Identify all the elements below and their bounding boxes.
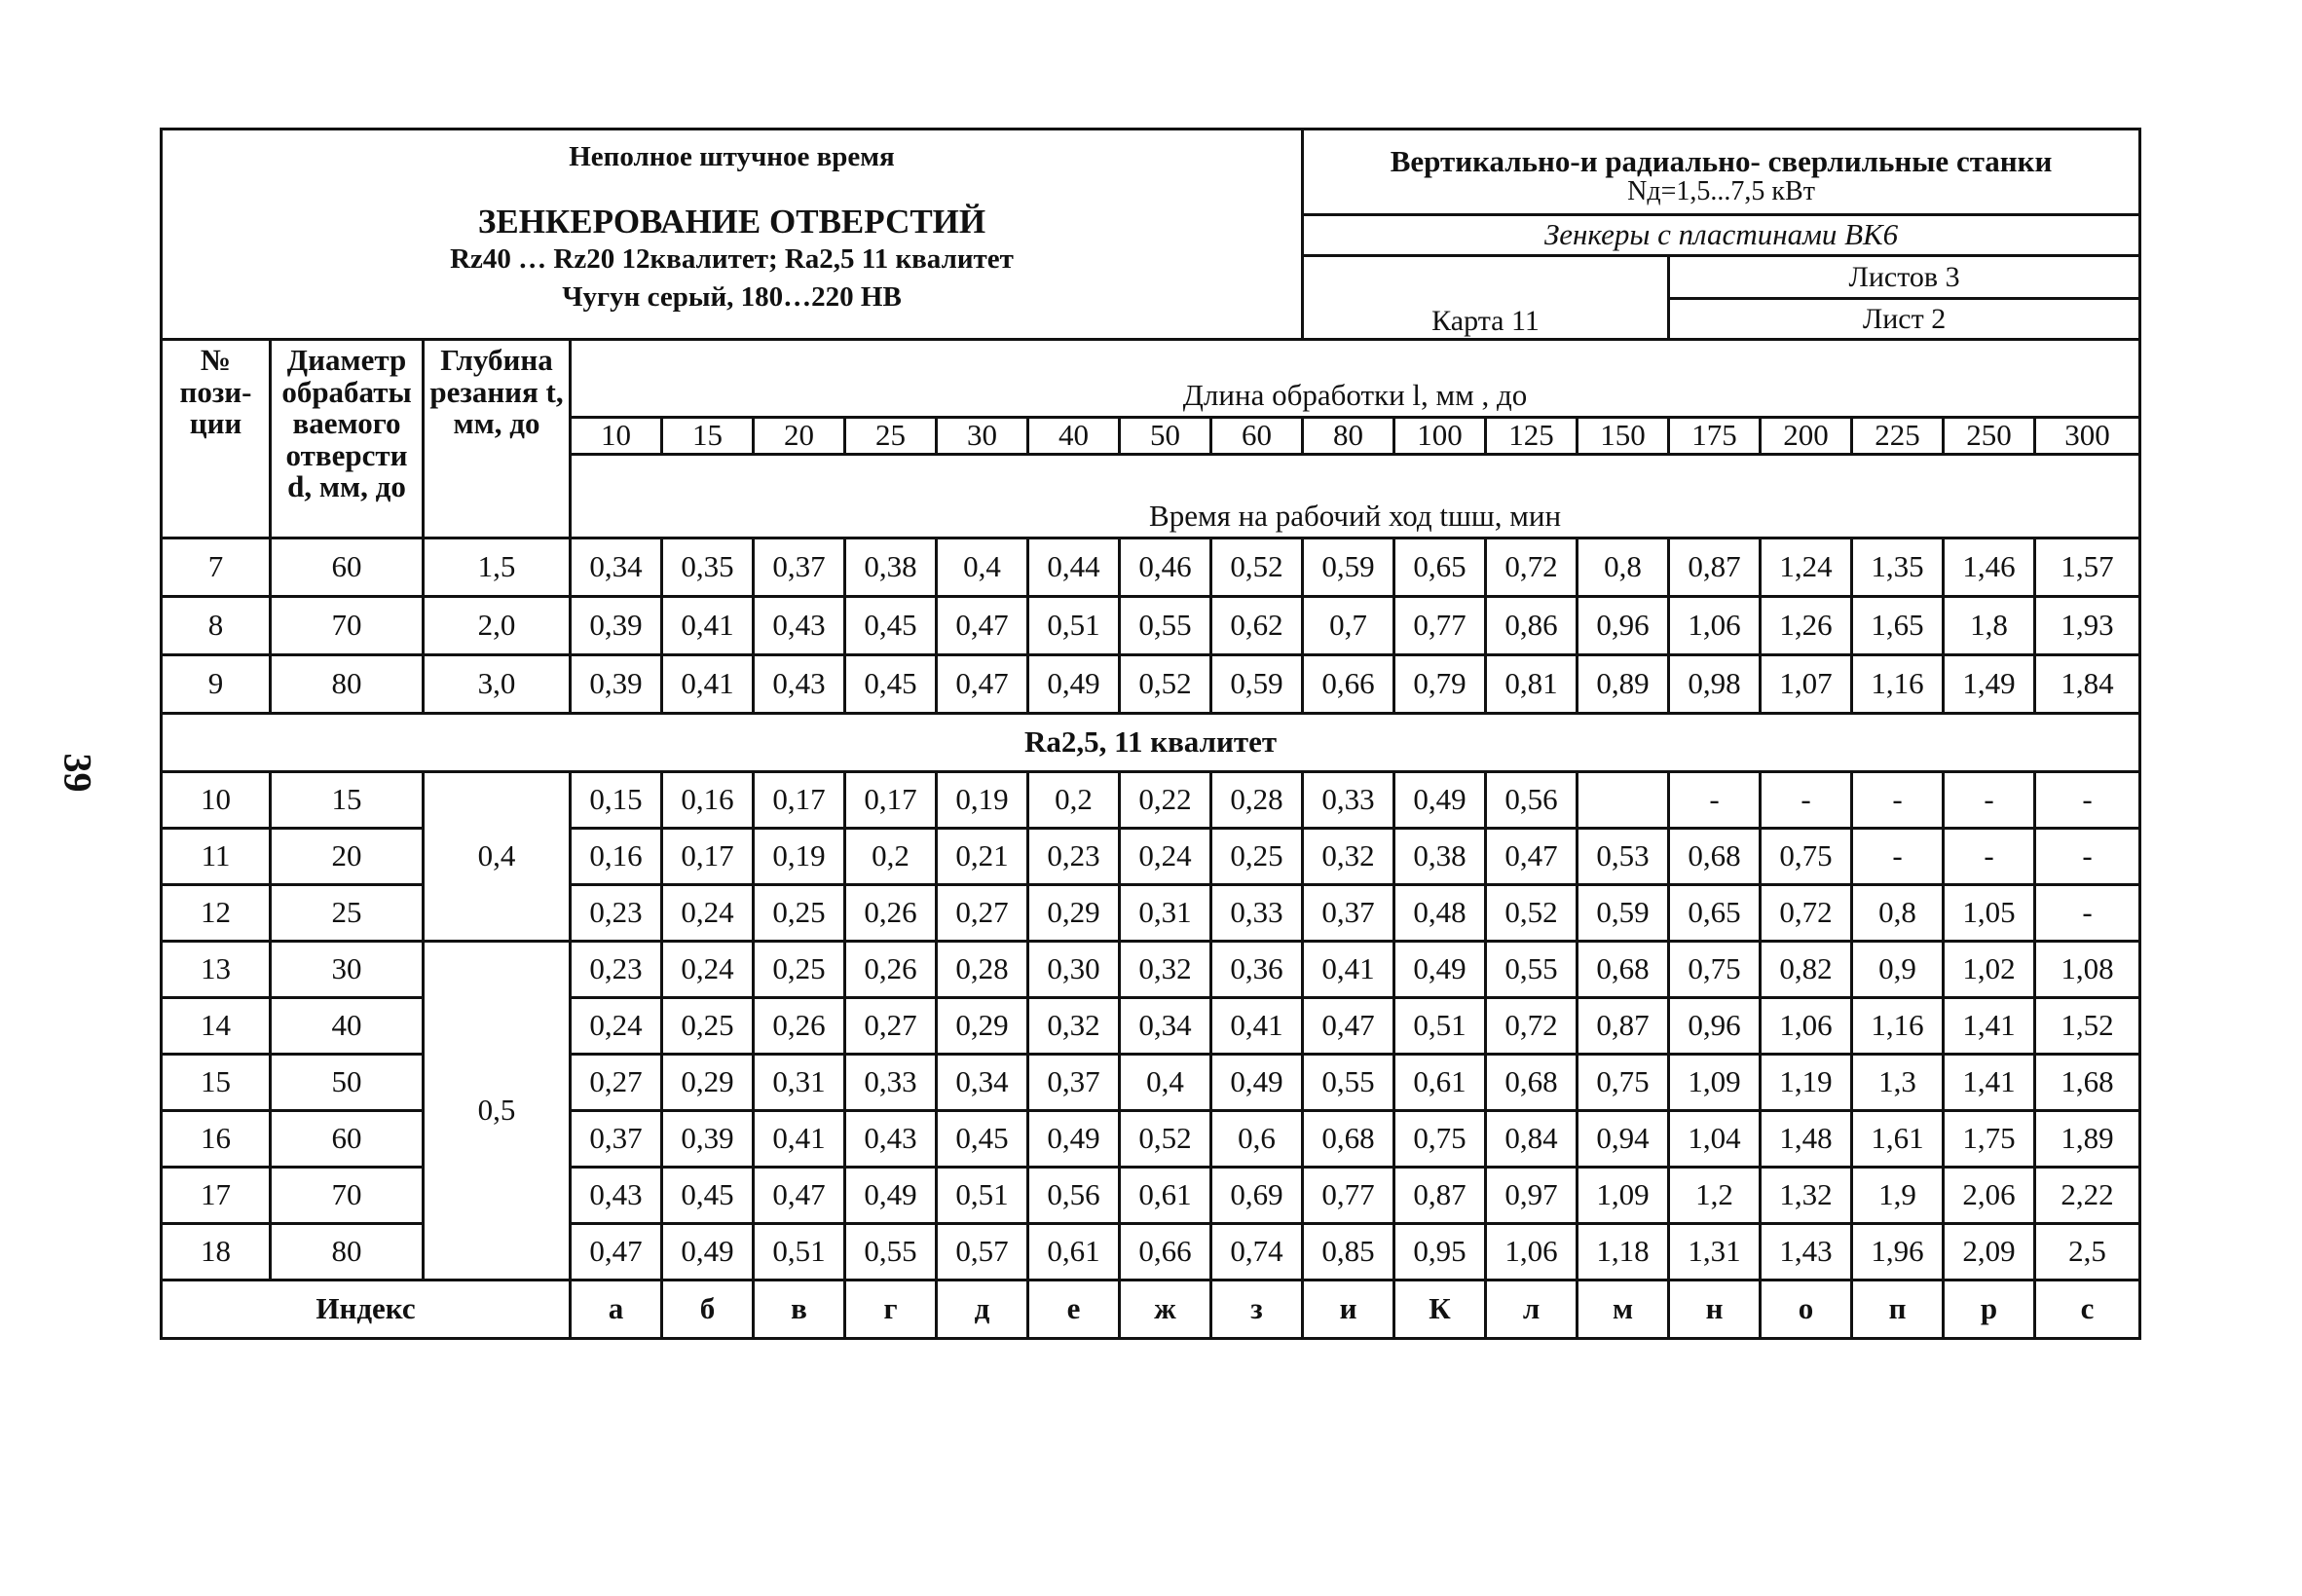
time-cell: 0,61: [1028, 1224, 1120, 1281]
position-cell: 18: [162, 1224, 271, 1281]
sheet-number: Лист 2: [1669, 299, 2140, 340]
time-cell: 0,97: [1486, 1168, 1578, 1224]
time-cell: 0,55: [845, 1224, 937, 1281]
length-header: 30: [937, 418, 1028, 455]
time-cell: 0,23: [571, 942, 662, 998]
time-cell: 0,55: [1120, 597, 1211, 655]
time-cell: 0,61: [1120, 1168, 1211, 1224]
time-cell: 0,8: [1852, 885, 1944, 942]
time-cell: 0,75: [1669, 942, 1761, 998]
col-head-diameter: Диаметр обрабаты ваемого отверсти d, мм, до: [271, 340, 424, 538]
time-cell: 0,45: [937, 1111, 1028, 1168]
card-number: Карта 11: [1303, 256, 1669, 340]
time-cell: -: [1944, 829, 2035, 885]
time-cell: 0,37: [754, 538, 845, 597]
time-cell: 0,34: [937, 1055, 1028, 1111]
time-cell: 0,82: [1761, 942, 1852, 998]
time-cell: 1,52: [2035, 998, 2140, 1055]
time-cell: 0,37: [1028, 1055, 1120, 1111]
time-cell: 0,25: [754, 885, 845, 942]
time-cell: 1,46: [1944, 538, 2035, 597]
time-cell: 0,59: [1211, 655, 1303, 714]
time-cell: -: [1852, 772, 1944, 829]
time-cell: 0,52: [1120, 655, 1211, 714]
time-cell: 0,59: [1578, 885, 1669, 942]
length-header: 100: [1394, 418, 1486, 455]
time-cell: 1,75: [1944, 1111, 2035, 1168]
index-letter: ж: [1120, 1281, 1211, 1339]
time-cell: 0,66: [1303, 655, 1394, 714]
time-cell: 0,47: [754, 1168, 845, 1224]
time-cell: 1,24: [1761, 538, 1852, 597]
time-cell: 1,26: [1761, 597, 1852, 655]
time-cell: 0,21: [937, 829, 1028, 885]
time-cell: 0,48: [1394, 885, 1486, 942]
diameter-cell: 70: [271, 597, 424, 655]
time-cell: 0,41: [1211, 998, 1303, 1055]
time-cell: 0,77: [1303, 1168, 1394, 1224]
time-cell: 0,49: [1394, 772, 1486, 829]
length-header: 300: [2035, 418, 2140, 455]
time-cell: 1,9: [1852, 1168, 1944, 1224]
time-cell: 0,43: [754, 597, 845, 655]
time-cell: 0,34: [1120, 998, 1211, 1055]
time-cell: 0,49: [1028, 1111, 1120, 1168]
time-cell: 0,51: [754, 1224, 845, 1281]
position-cell: 16: [162, 1111, 271, 1168]
time-cell: 0,47: [1486, 829, 1578, 885]
time-cell: 0,23: [571, 885, 662, 942]
time-cell: 0,51: [1028, 597, 1120, 655]
time-cell: -: [1669, 772, 1761, 829]
time-cell: 0,49: [1394, 942, 1486, 998]
time-cell: 0,95: [1394, 1224, 1486, 1281]
time-cell: 1,16: [1852, 655, 1944, 714]
time-cell: 1,31: [1669, 1224, 1761, 1281]
time-cell: 0,24: [1120, 829, 1211, 885]
length-title: Длина обработки l, мм , до: [571, 340, 2140, 418]
time-cell: 0,69: [1211, 1168, 1303, 1224]
title-material: Чугун серый, 180…220 НВ: [562, 280, 902, 313]
time-cell: 0,32: [1120, 942, 1211, 998]
table-row: [162, 772, 2140, 829]
time-cell: 0,94: [1578, 1111, 1669, 1168]
time-cell: 1,04: [1669, 1111, 1761, 1168]
index-letter: з: [1211, 1281, 1303, 1339]
time-cell: 0,68: [1578, 942, 1669, 998]
time-cell: 0,37: [1303, 885, 1394, 942]
time-cell: 1,93: [2035, 597, 2140, 655]
index-letter: д: [937, 1281, 1028, 1339]
position-cell: 14: [162, 998, 271, 1055]
index-letter: и: [1303, 1281, 1394, 1339]
time-cell: 0,87: [1578, 998, 1669, 1055]
time-cell: 0,52: [1120, 1111, 1211, 1168]
title-accuracy: Rz40 … Rz20 12квалитет; Ra2,5 11 квалитет: [450, 243, 1014, 276]
time-cell: 0,47: [1303, 998, 1394, 1055]
table-row: [162, 655, 2140, 714]
time-cell: 0,49: [845, 1168, 937, 1224]
time-cell: -: [1944, 772, 2035, 829]
time-cell: 0,87: [1669, 538, 1761, 597]
time-cell: 0,28: [937, 942, 1028, 998]
length-header: 225: [1852, 418, 1944, 455]
time-cell: 0,74: [1211, 1224, 1303, 1281]
time-cell: 0,66: [1120, 1224, 1211, 1281]
time-cell: 0,38: [845, 538, 937, 597]
position-cell: 12: [162, 885, 271, 942]
index-letter: е: [1028, 1281, 1120, 1339]
time-cell: 0,26: [845, 942, 937, 998]
card-title-block: [162, 130, 1303, 340]
time-cell: 0,75: [1578, 1055, 1669, 1111]
index-letter: К: [1394, 1281, 1486, 1339]
length-header: 25: [845, 418, 937, 455]
time-cell: 0,41: [1303, 942, 1394, 998]
table-row: [162, 597, 2140, 655]
time-cell: 0,96: [1669, 998, 1761, 1055]
time-cell: 1,19: [1761, 1055, 1852, 1111]
time-cell: 0,84: [1486, 1111, 1578, 1168]
index-letter: о: [1761, 1281, 1852, 1339]
depth-cell: 0,5: [424, 942, 571, 1281]
index-letter: п: [1852, 1281, 1944, 1339]
diameter-cell: 60: [271, 538, 424, 597]
time-cell: 0,65: [1394, 538, 1486, 597]
time-cell: 0,51: [937, 1168, 1028, 1224]
time-cell: 0,51: [1394, 998, 1486, 1055]
time-cell: 0,45: [662, 1168, 754, 1224]
position-cell: 11: [162, 829, 271, 885]
time-cell: 0,38: [1394, 829, 1486, 885]
index-letter: а: [571, 1281, 662, 1339]
time-cell: [1578, 772, 1669, 829]
depth-cell: 0,4: [424, 772, 571, 942]
time-cell: 0,62: [1211, 597, 1303, 655]
time-cell: 1,06: [1486, 1224, 1578, 1281]
time-cell: 0,77: [1394, 597, 1486, 655]
diameter-cell: 20: [271, 829, 424, 885]
time-cell: -: [1761, 772, 1852, 829]
power-label: Nд=1,5...7,5 кВт: [1627, 176, 1815, 207]
time-cell: 1,3: [1852, 1055, 1944, 1111]
time-cell: 1,57: [2035, 538, 2140, 597]
time-cell: 0,41: [662, 597, 754, 655]
time-cell: 0,72: [1486, 538, 1578, 597]
depth-cell: 3,0: [424, 655, 571, 714]
time-cell: 0,32: [1303, 829, 1394, 885]
length-header: 175: [1669, 418, 1761, 455]
time-cell: 0,43: [571, 1168, 662, 1224]
time-cell: 0,43: [754, 655, 845, 714]
time-cell: 0,37: [571, 1111, 662, 1168]
diameter-cell: 15: [271, 772, 424, 829]
position-cell: 8: [162, 597, 271, 655]
diameter-cell: 80: [271, 1224, 424, 1281]
time-cell: 2,22: [2035, 1168, 2140, 1224]
time-cell: 0,24: [662, 942, 754, 998]
time-cell: 0,81: [1486, 655, 1578, 714]
col-head-depth: Глубина резания t, мм, до: [424, 340, 571, 538]
time-cell: 0,19: [937, 772, 1028, 829]
length-header: 150: [1578, 418, 1669, 455]
time-cell: 0,26: [754, 998, 845, 1055]
time-cell: 1,41: [1944, 1055, 2035, 1111]
title-operation: ЗЕНКЕРОВАНИЕ ОТВЕРСТИЙ: [477, 203, 986, 241]
time-cell: 0,87: [1394, 1168, 1486, 1224]
time-cell: 0,44: [1028, 538, 1120, 597]
time-cell: 1,48: [1761, 1111, 1852, 1168]
time-cell: 1,07: [1761, 655, 1852, 714]
position-cell: 7: [162, 538, 271, 597]
time-cell: -: [2035, 829, 2140, 885]
time-cell: 0,33: [1303, 772, 1394, 829]
length-header: 80: [1303, 418, 1394, 455]
time-cell: 0,68: [1486, 1055, 1578, 1111]
time-cell: 0,9: [1852, 942, 1944, 998]
diameter-cell: 80: [271, 655, 424, 714]
time-cell: 0,25: [662, 998, 754, 1055]
time-cell: 2,09: [1944, 1224, 2035, 1281]
time-cell: 0,39: [662, 1111, 754, 1168]
time-cell: 0,4: [937, 538, 1028, 597]
diameter-cell: 40: [271, 998, 424, 1055]
time-cell: 0,33: [845, 1055, 937, 1111]
position-cell: 9: [162, 655, 271, 714]
time-cell: 0,16: [571, 829, 662, 885]
time-cell: 0,17: [754, 772, 845, 829]
norms-card-table: [160, 128, 2141, 1340]
length-header: 60: [1211, 418, 1303, 455]
time-cell: 0,41: [662, 655, 754, 714]
time-cell: 0,39: [571, 655, 662, 714]
machines-label: Вертикально-и радиально- сверлильные станки: [1390, 143, 2053, 178]
time-cell: 0,59: [1303, 538, 1394, 597]
time-cell: 1,09: [1669, 1055, 1761, 1111]
time-cell: -: [1852, 829, 1944, 885]
time-cell: 0,29: [662, 1055, 754, 1111]
time-cell: 0,32: [1028, 998, 1120, 1055]
time-cell: 0,15: [571, 772, 662, 829]
time-cell: 0,17: [845, 772, 937, 829]
index-letter: г: [845, 1281, 937, 1339]
time-cell: 0,27: [845, 998, 937, 1055]
diameter-cell: 30: [271, 942, 424, 998]
table-row: [162, 538, 2140, 597]
diameter-cell: 60: [271, 1111, 424, 1168]
time-cell: 1,05: [1944, 885, 2035, 942]
time-cell: 0,29: [1028, 885, 1120, 942]
time-cell: 0,27: [937, 885, 1028, 942]
time-cell: 0,56: [1028, 1168, 1120, 1224]
diameter-cell: 50: [271, 1055, 424, 1111]
time-cell: 0,16: [662, 772, 754, 829]
index-letter: б: [662, 1281, 754, 1339]
time-cell: 0,72: [1761, 885, 1852, 942]
length-header: 20: [754, 418, 845, 455]
depth-cell: 1,5: [424, 538, 571, 597]
time-cell: -: [2035, 772, 2140, 829]
length-header: 250: [1944, 418, 2035, 455]
time-cell: 0,68: [1303, 1111, 1394, 1168]
time-cell: 0,33: [1211, 885, 1303, 942]
length-header: 50: [1120, 418, 1211, 455]
time-cell: 0,24: [571, 998, 662, 1055]
time-cell: 1,61: [1852, 1111, 1944, 1168]
time-cell: 1,89: [2035, 1111, 2140, 1168]
time-cell: 0,79: [1394, 655, 1486, 714]
time-cell: 0,72: [1486, 998, 1578, 1055]
time-cell: 0,25: [1211, 829, 1303, 885]
time-cell: 1,32: [1761, 1168, 1852, 1224]
time-cell: 0,39: [571, 597, 662, 655]
time-cell: 0,75: [1761, 829, 1852, 885]
index-letter: л: [1486, 1281, 1578, 1339]
time-cell: 1,16: [1852, 998, 1944, 1055]
time-cell: 0,29: [937, 998, 1028, 1055]
time-cell: 1,18: [1578, 1224, 1669, 1281]
time-cell: 2,5: [2035, 1224, 2140, 1281]
time-cell: 0,35: [662, 538, 754, 597]
time-cell: 0,24: [662, 885, 754, 942]
time-cell: 1,2: [1669, 1168, 1761, 1224]
time-cell: 0,85: [1303, 1224, 1394, 1281]
time-cell: 0,28: [1211, 772, 1303, 829]
index-letter: р: [1944, 1281, 2035, 1339]
diameter-cell: 25: [271, 885, 424, 942]
time-cell: 0,96: [1578, 597, 1669, 655]
table-row: [162, 942, 2140, 998]
time-cell: 0,49: [662, 1224, 754, 1281]
time-cell: 0,26: [845, 885, 937, 942]
time-cell: 0,41: [754, 1111, 845, 1168]
time-cell: 1,49: [1944, 655, 2035, 714]
time-cell: 0,34: [571, 538, 662, 597]
length-header: 200: [1761, 418, 1852, 455]
time-cell: 0,46: [1120, 538, 1211, 597]
time-title: Время на рабочий ход tшш, мин: [571, 455, 2140, 538]
index-letter: м: [1578, 1281, 1669, 1339]
length-header: 15: [662, 418, 754, 455]
title-incomplete-time: Неполное штучное время: [569, 141, 895, 172]
time-cell: 0,86: [1486, 597, 1578, 655]
depth-cell: 2,0: [424, 597, 571, 655]
time-cell: 2,06: [1944, 1168, 2035, 1224]
position-cell: 17: [162, 1168, 271, 1224]
time-cell: 0,55: [1303, 1055, 1394, 1111]
time-cell: 1,09: [1578, 1168, 1669, 1224]
time-cell: 1,68: [2035, 1055, 2140, 1111]
time-cell: 0,52: [1211, 538, 1303, 597]
length-header: 125: [1486, 418, 1578, 455]
section-title: Ra2,5, 11 квалитет: [162, 714, 2140, 772]
machines-cell: [1303, 130, 2140, 215]
time-cell: 0,49: [1211, 1055, 1303, 1111]
time-cell: 0,57: [937, 1224, 1028, 1281]
time-cell: 1,96: [1852, 1224, 1944, 1281]
time-cell: 0,23: [1028, 829, 1120, 885]
time-cell: 0,49: [1028, 655, 1120, 714]
time-cell: 0,22: [1120, 772, 1211, 829]
tools-label: Зенкеры с пластинами ВК6: [1303, 215, 2140, 256]
time-cell: 1,43: [1761, 1224, 1852, 1281]
time-cell: 0,52: [1486, 885, 1578, 942]
time-cell: 0,56: [1486, 772, 1578, 829]
time-cell: 0,65: [1669, 885, 1761, 942]
time-cell: 0,8: [1578, 538, 1669, 597]
time-cell: 1,08: [2035, 942, 2140, 998]
time-cell: 1,06: [1669, 597, 1761, 655]
length-header: 10: [571, 418, 662, 455]
time-cell: 0,2: [1028, 772, 1120, 829]
time-cell: 1,65: [1852, 597, 1944, 655]
time-cell: 1,41: [1944, 998, 2035, 1055]
time-cell: 1,06: [1761, 998, 1852, 1055]
time-cell: 0,2: [845, 829, 937, 885]
length-header: 40: [1028, 418, 1120, 455]
time-cell: 0,45: [845, 655, 937, 714]
time-cell: 0,36: [1211, 942, 1303, 998]
position-cell: 10: [162, 772, 271, 829]
time-cell: 0,45: [845, 597, 937, 655]
time-cell: 0,47: [571, 1224, 662, 1281]
time-cell: 0,17: [662, 829, 754, 885]
time-cell: 0,7: [1303, 597, 1394, 655]
col-head-position: № пози- ции: [162, 340, 271, 538]
time-cell: 0,19: [754, 829, 845, 885]
time-cell: 0,75: [1394, 1111, 1486, 1168]
page-number: 39: [56, 753, 100, 793]
index-letter: с: [2035, 1281, 2140, 1339]
diameter-cell: 70: [271, 1168, 424, 1224]
index-label: Индекс: [162, 1281, 571, 1339]
time-cell: 1,8: [1944, 597, 2035, 655]
time-cell: 0,25: [754, 942, 845, 998]
time-cell: 0,89: [1578, 655, 1669, 714]
time-cell: 0,4: [1120, 1055, 1211, 1111]
time-cell: 0,6: [1211, 1111, 1303, 1168]
position-cell: 15: [162, 1055, 271, 1111]
position-cell: 13: [162, 942, 271, 998]
time-cell: 0,98: [1669, 655, 1761, 714]
time-cell: 0,47: [937, 597, 1028, 655]
time-cell: -: [2035, 885, 2140, 942]
time-cell: 1,02: [1944, 942, 2035, 998]
index-letter: в: [754, 1281, 845, 1339]
time-cell: 1,84: [2035, 655, 2140, 714]
time-cell: 0,31: [1120, 885, 1211, 942]
time-cell: 0,31: [754, 1055, 845, 1111]
time-cell: 0,30: [1028, 942, 1120, 998]
time-cell: 1,35: [1852, 538, 1944, 597]
time-cell: 0,43: [845, 1111, 937, 1168]
time-cell: 0,61: [1394, 1055, 1486, 1111]
time-cell: 0,55: [1486, 942, 1578, 998]
sheets-total: Листов 3: [1669, 256, 2140, 299]
time-cell: 0,53: [1578, 829, 1669, 885]
time-cell: 0,68: [1669, 829, 1761, 885]
time-cell: 0,47: [937, 655, 1028, 714]
time-cell: 0,27: [571, 1055, 662, 1111]
index-letter: н: [1669, 1281, 1761, 1339]
